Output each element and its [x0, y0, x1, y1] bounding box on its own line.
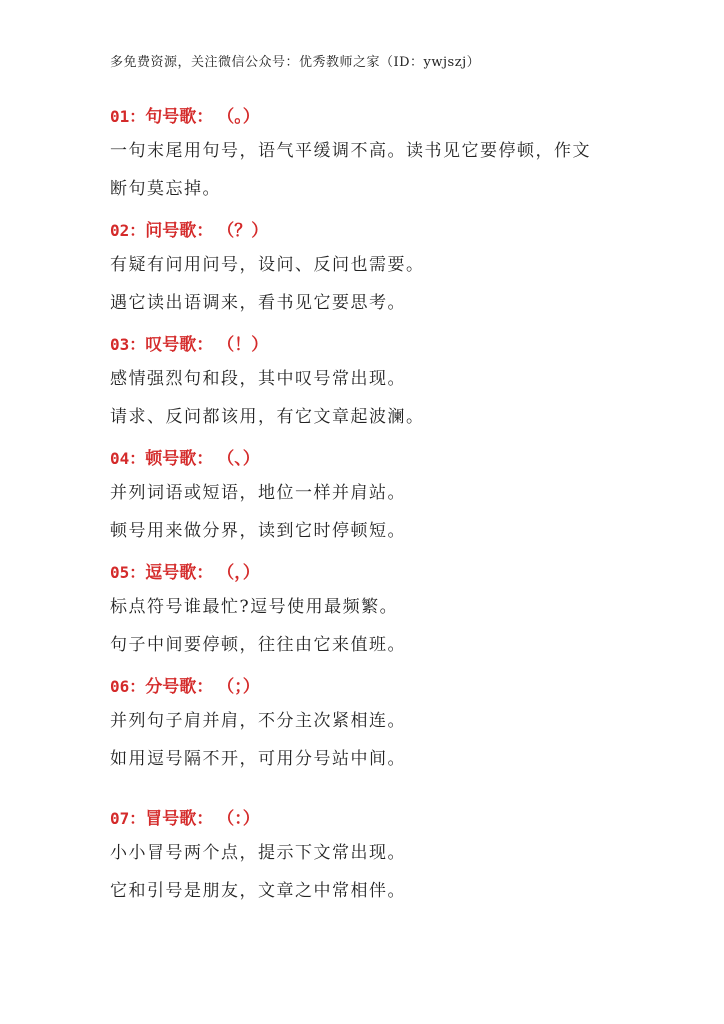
- verse-line: 标点符号谁最忙?逗号使用最频繁。: [110, 597, 399, 617]
- verse-line: 顿号用来做分界，读到它时停顿短。: [110, 521, 406, 541]
- section-name: 叹号歌：: [145, 335, 214, 355]
- section-name: 分号歌：: [145, 677, 214, 697]
- punctuation-mark: （！）: [217, 335, 269, 355]
- section-comma: [110, 561, 630, 663]
- section-period: [110, 105, 630, 207]
- verse-line: 有疑有问用问号，设问、反问也需要。: [110, 255, 425, 275]
- verse-line: 断句莫忘掉。: [110, 179, 221, 199]
- section-colon: [110, 807, 630, 909]
- section-enumeration-comma: [110, 447, 630, 549]
- verse-line: 小小冒号两个点，提示下文常出现。: [110, 843, 406, 863]
- section-title: [110, 219, 630, 243]
- section-question-mark: [110, 219, 630, 321]
- verse-line: 一句末尾用句号，语气平缓调不高。读书见它要停顿，作文: [110, 141, 591, 161]
- punctuation-mark: （：）: [217, 809, 260, 829]
- section-title: [110, 105, 630, 129]
- header-note: 多免费资源，关注微信公众号：优秀教师之家（ID：ywjszj）: [110, 55, 481, 70]
- section-title: [110, 675, 630, 699]
- section-name: 句号歌：: [145, 107, 214, 127]
- verse-line: 并列句子肩并肩，不分主次紧相连。: [110, 711, 406, 731]
- punctuation-mark: （？）: [217, 221, 269, 241]
- section-name: 冒号歌：: [145, 809, 214, 829]
- punctuation-mark: （、）: [217, 449, 260, 469]
- section-number: 06：: [110, 677, 146, 696]
- punctuation-mark: （；）: [217, 677, 260, 697]
- verse-line: 感情强烈句和段，其中叹号常出现。: [110, 369, 406, 389]
- section-title: [110, 561, 630, 585]
- verse-line: 并列词语或短语，地位一样并肩站。: [110, 483, 406, 503]
- verse-line: 遇它读出语调来，看书见它要思考。: [110, 293, 406, 313]
- section-name: 逗号歌：: [145, 563, 214, 583]
- section-semicolon: [110, 675, 630, 777]
- section-name: 顿号歌：: [145, 449, 214, 469]
- punctuation-mark: （，）: [217, 563, 260, 583]
- section-title: [110, 333, 630, 357]
- punctuation-mark: （。）: [217, 107, 260, 127]
- section-number: 01：: [110, 107, 146, 126]
- verse-line: 如用逗号隔不开，可用分号站中间。: [110, 749, 406, 769]
- section-number: 04：: [110, 449, 146, 468]
- section-title: [110, 807, 630, 831]
- verse-line: 请求、反问都该用，有它文章起波澜。: [110, 407, 425, 427]
- section-number: 07：: [110, 809, 146, 828]
- section-number: 02：: [110, 221, 146, 240]
- section-title: [110, 447, 630, 471]
- verse-line: 它和引号是朋友，文章之中常相伴。: [110, 881, 406, 901]
- section-number: 05：: [110, 563, 146, 582]
- section-number: 03：: [110, 335, 146, 354]
- section-exclamation-mark: [110, 333, 630, 435]
- verse-line: 句子中间要停顿，往往由它来值班。: [110, 635, 406, 655]
- section-name: 问号歌：: [145, 221, 214, 241]
